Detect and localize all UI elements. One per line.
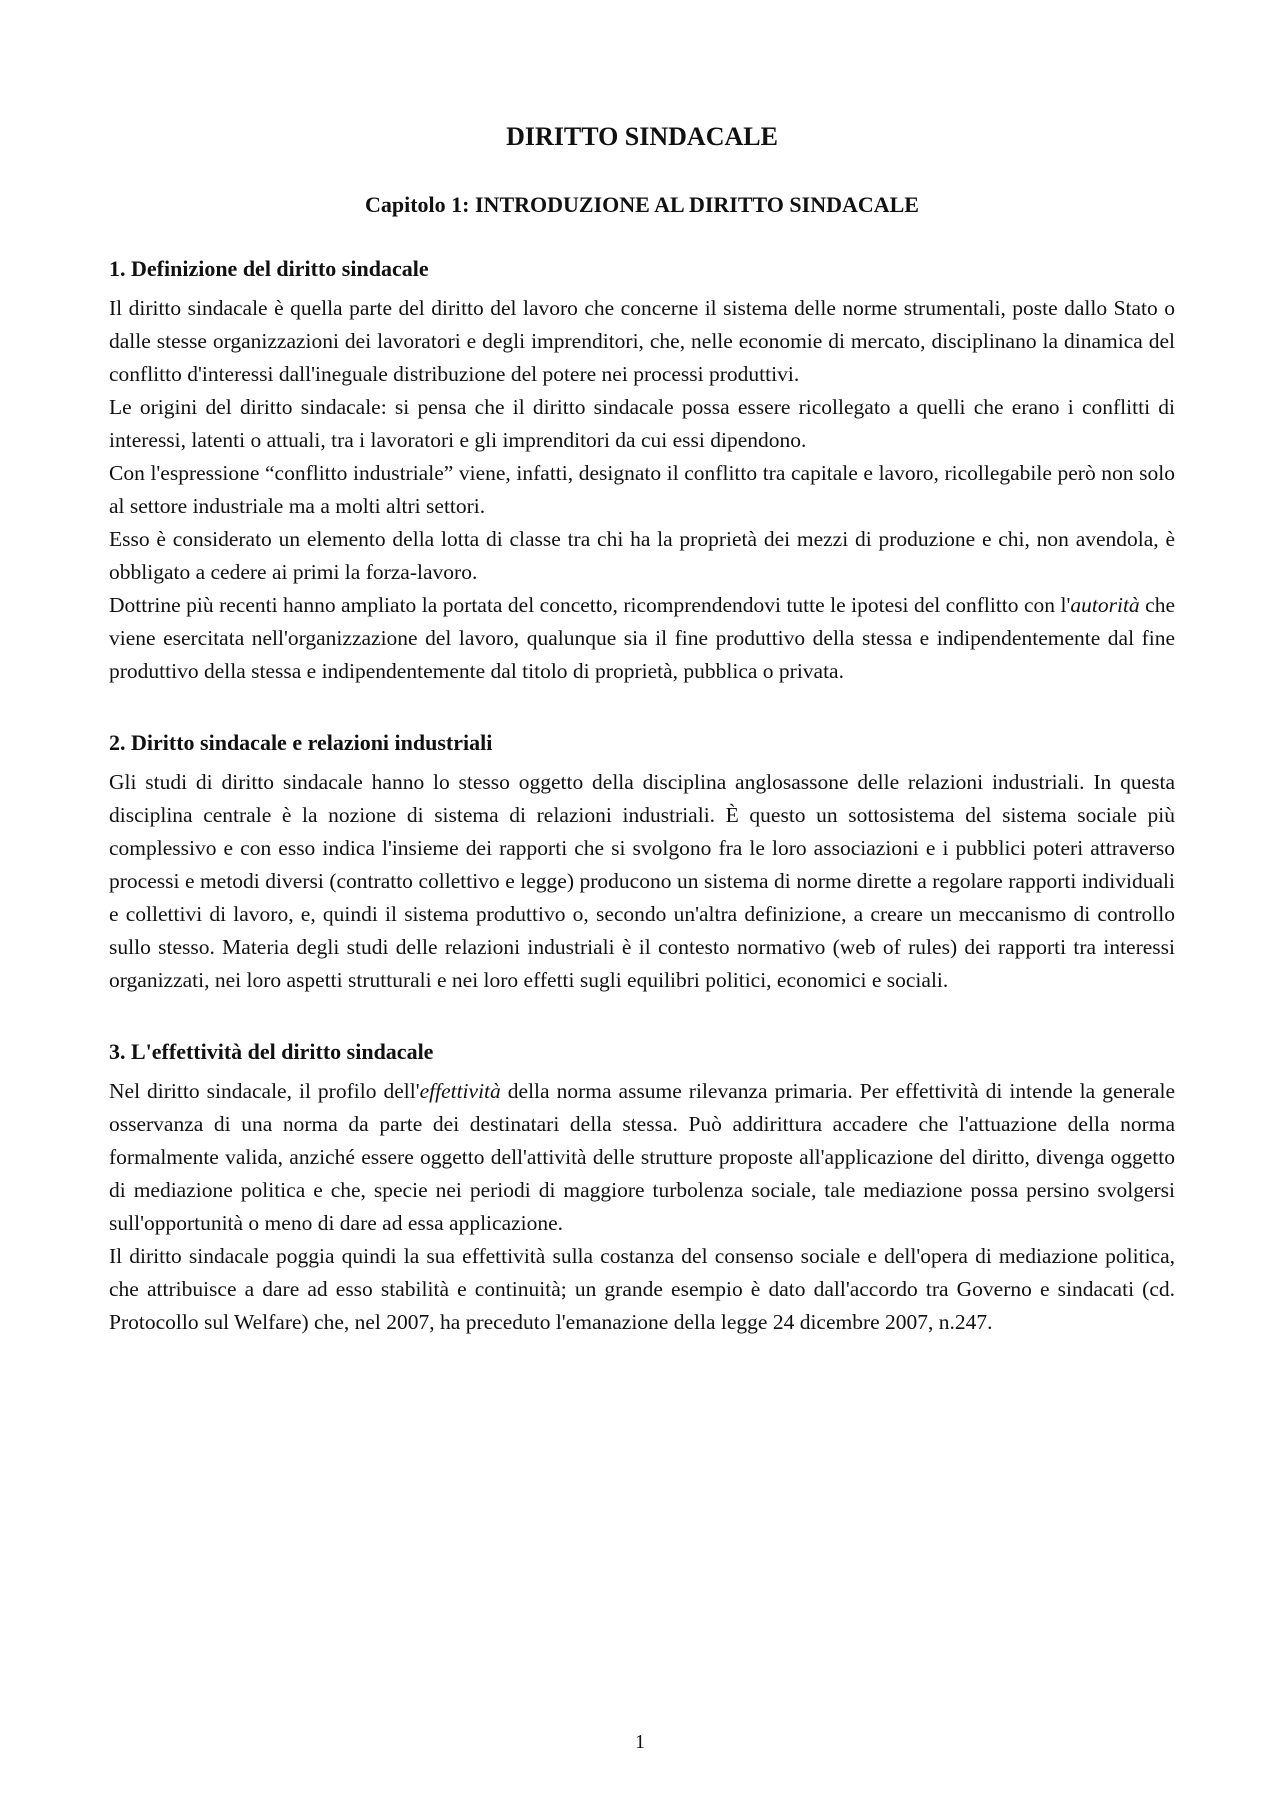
page-content [109,120,1175,1339]
paragraph [109,589,1175,688]
paragraph: Esso è considerato un elemento della lotta di classe tra chi ha la proprietà dei mezzi di produzione e chi, non avendola, è obbligato a cedere ai primi la forza-lavoro. [109,527,1175,584]
paragraph: Il diritto sindacale è quella parte del diritto del lavoro che concerne il sistema delle norme strumentali, poste dallo Stato o dalle stesse organizzazioni dei lavoratori e degli imprenditori, che, nelle economie di mercato, disciplinano la dinamica del conflitto d'interessi dall'ineguale distribuzione del potere nei processi produttivi. [109,296,1175,386]
page-number: 1 [635,1731,645,1753]
document-title: DIRITTO SINDACALE [506,122,778,151]
text-run: Dottrine più recenti hanno ampliato la portata del concetto, ricomprendendovi tutte le ipotesi del conflitto con l' [109,593,1071,617]
paragraph: Il diritto sindacale poggia quindi la sua effettività sulla costanza del consenso sociale e dell'opera di mediazione politica, che attribuisce a dare ad esso stabilità e continuità; un grande esempio è dato dall'accordo tra Governo e sindacati (cd. Protocollo sul Welfare) che, nel 2007, ha preceduto l'emanazione della legge 24 dicembre 2007, n.247. [109,1244,1175,1334]
section-heading: 2. Diritto sindacale e relazioni industriali [109,730,493,755]
paragraph: Gli studi di diritto sindacale hanno lo stesso oggetto della disciplina anglosassone delle relazioni industriali. In questa disciplina centrale è la nozione di sistema di relazioni industriali. È questo un sottosistema del sistema sociale più complessivo e con esso indica l'insieme dei rapporti che si svolgono fra le loro associazioni e i pubblici poteri attraverso processi e metodi diversi (contratto collettivo e legge) producono un sistema di norme dirette a regolare rapporti individuali e collettivi di lavoro, e, quindi il sistema produttivo o, secondo un'altra definizione, a creare un meccanismo di controllo sullo stesso. Materia degli studi delle relazioni industriali è il contesto normativo (web of rules) dei rapporti tra interessi organizzati, nei loro aspetti strutturali e nei loro effetti sugli equilibri politici, economici e sociali. [109,770,1175,992]
italic-term: autorità [1070,593,1140,617]
section-relazioni-industriali [109,728,1175,997]
text-run: della norma assume rilevanza primaria. Per effettività di intende la generale osservanza di una norma da parte dei destinatari della stessa. Può addirittura accadere che l'attuazione della norma formalmente valida, anziché essere oggetto dell'attività delle strutture proposte all'applicazione del diritto, divenga oggetto di mediazione politica e che, specie nei periodi di maggiore turbolenza sociale, tale mediazione possa persino svolgersi sull'opportunità o meno di dare ad essa applicazione. [109,1079,1175,1235]
paragraph [109,1075,1175,1240]
section-heading: 3. L'effettività del diritto sindacale [109,1039,434,1064]
section-definizione [109,254,1175,688]
italic-term: effettività [419,1079,501,1103]
paragraph: Le origini del diritto sindacale: si pensa che il diritto sindacale possa essere ricollegato a quelli che erano i conflitti di interessi, latenti o attuali, tra i lavoratori e gli imprenditori da cui essi dipendono. [109,395,1175,452]
text-run: che viene esercitata nell'organizzazione del lavoro, qualunque sia il fine produttivo della stessa e indipendentemente dal fine produttivo della stessa e indipendentemente dal titolo di proprietà, pubblica o privata. [109,593,1176,683]
section-effettivita [109,1037,1175,1339]
chapter-title: Capitolo 1: INTRODUZIONE AL DIRITTO SINDACALE [365,192,919,217]
section-heading: 1. Definizione del diritto sindacale [109,256,429,281]
text-run: Nel diritto sindacale, il profilo dell' [109,1079,420,1103]
paragraph: Con l'espressione “conflitto industriale” viene, infatti, designato il conflitto tra capitale e lavoro, ricollegabile però non solo al settore industriale ma a molti altri settori. [109,461,1175,518]
